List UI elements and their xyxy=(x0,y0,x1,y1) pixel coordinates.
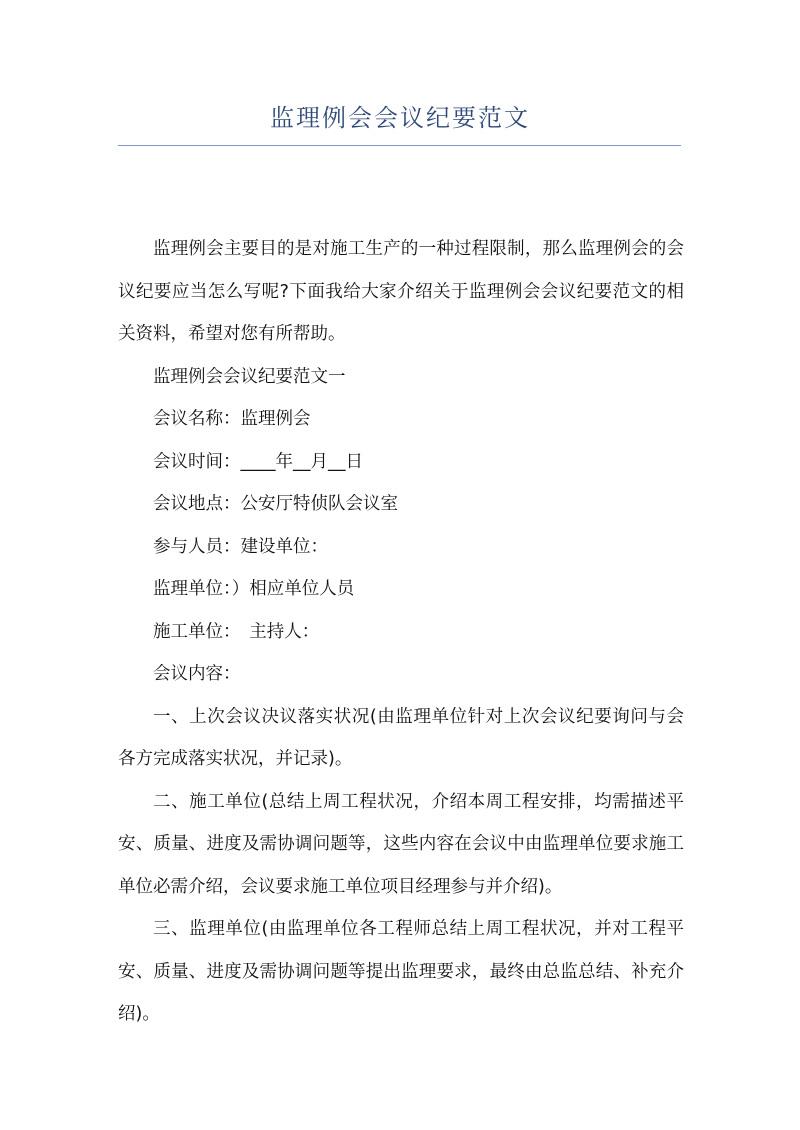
paragraph-construction-unit: 施工单位： 主持人： xyxy=(153,621,320,642)
paragraph-meeting-time: 会议时间：____年__月__日 xyxy=(153,451,363,472)
paragraph-meeting-content: 会议内容： xyxy=(153,664,241,684)
document-body xyxy=(118,228,684,1036)
paragraph-supervision-unit: 监理单位：）相应单位人员 xyxy=(153,579,355,599)
document-title: 监理例会会议纪要范文 xyxy=(270,104,530,132)
paragraph-meeting-location: 会议地点：公安厅特侦队会议室 xyxy=(153,494,398,514)
paragraph-item-two: 二、施工单位(总结上周工程状况，介绍本周工程安排，均需描述平安、质量、进度及需协调问题等，这些内容在会议中由监理单位要求施工单位必需介绍，会议要求施工单位项目经理参与并介绍)。 xyxy=(118,791,684,897)
paragraph-intro: 监理例会主要目的是对施工生产的一种过程限制，那么监理例会的会议纪要应当怎么写呢?下面我给大家介绍关于监理例会会议纪要范文的相关资料，希望对您有所帮助。 xyxy=(118,239,684,344)
paragraph-meeting-name: 会议名称：监理例会 xyxy=(153,409,311,429)
title-divider xyxy=(118,145,681,146)
paragraph-item-three: 三、监理单位(由监理单位各工程师总结上周工程状况，并对工程平安、质量、进度及需协调问题等提出监理要求，最终由总监总结、补充介绍)。 xyxy=(118,919,684,1024)
paragraph-section-heading: 监理例会会议纪要范文一 xyxy=(153,366,346,387)
paragraph-participants: 参与人员：建设单位： xyxy=(153,536,328,557)
paragraph-item-one: 一、上次会议决议落实状况(由监理单位针对上次会议纪要询问与会各方完成落实状况，并记录)。 xyxy=(118,706,684,769)
